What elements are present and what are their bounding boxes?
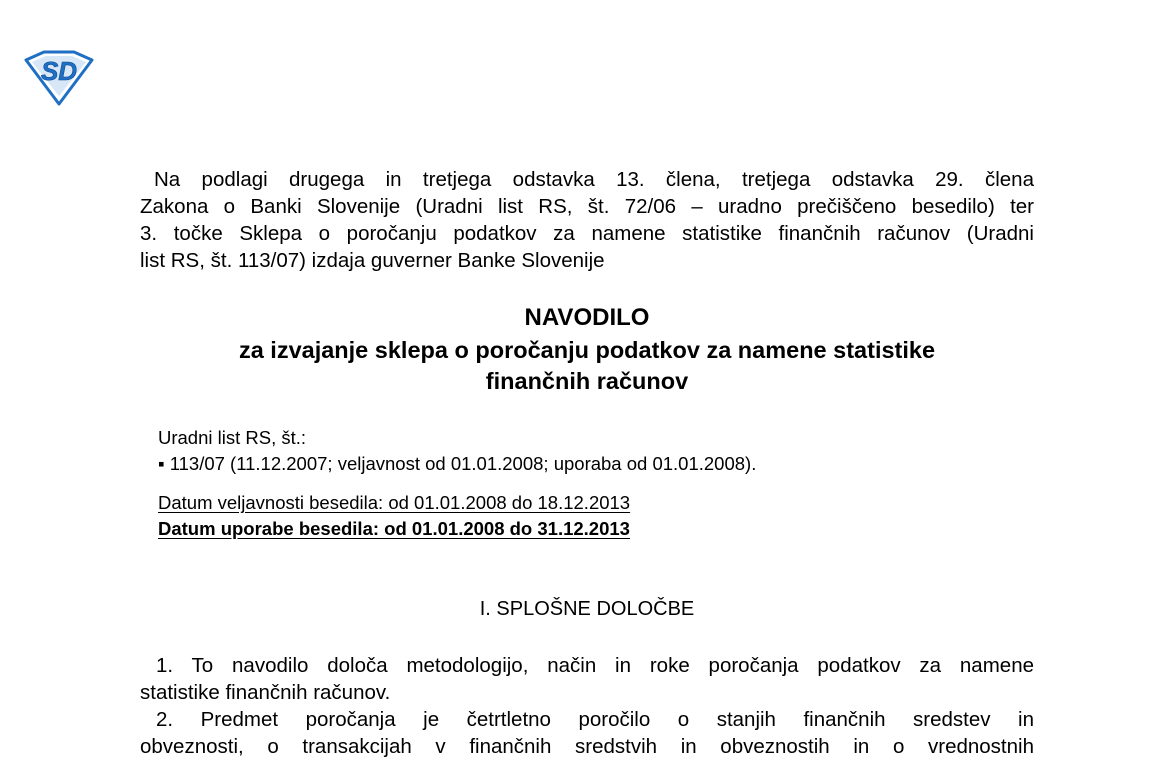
validity-date: Datum veljavnosti besedila: od 01.01.2008 do 18.12.2013	[158, 492, 631, 513]
subtitle-line: finančnih računov	[485, 368, 689, 394]
bank-logo	[22, 50, 96, 106]
document-title: NAVODILO	[524, 304, 650, 331]
section-heading	[140, 595, 1034, 623]
intro-line: list RS, št. 113/07) izdaja guverner Banke Slovenije	[140, 249, 605, 272]
intro-line: 3. točke Sklepa o poročanju podatkov za namene statistike finančnih računov (Uradni	[140, 222, 1034, 245]
article-1	[140, 652, 1034, 706]
gazette-item: ▪ 113/07 (11.12.2007; veljavnost od 01.01.2008; uporaba od 01.01.2008).	[158, 453, 757, 474]
application-date: Datum uporabe besedila: od 01.01.2008 do 31.12.2013	[158, 518, 630, 539]
intro-line: Zakona o Banki Slovenije (Uradni list RS, št. 72/06 – uradno prečiščeno besedilo) ter	[140, 195, 1034, 218]
article-line: 2. Predmet poročanja je četrtletno poročilo o stanjih finančnih sredstev in	[156, 708, 1034, 731]
section-heading-text: I. SPLOŠNE DOLOČBE	[479, 598, 695, 620]
gazette-label: Uradni list RS, št.:	[158, 427, 307, 448]
document-subtitle	[140, 335, 1034, 397]
intro-line: Na podlagi drugega in tretjega odstavka 13. člena, tretjega odstavka 29. člena	[154, 168, 1034, 191]
article-line: obveznosti, o transakcijah v finančnih sredstvih in obveznostih in o vrednostnih	[140, 735, 1034, 758]
article-line: 1. To navodilo določa metodologijo, način in roke poročanja podatkov za namene	[156, 654, 1034, 677]
logo-text: SD	[40, 56, 78, 86]
article-2	[140, 706, 1034, 760]
subtitle-line: za izvajanje sklepa o poročanju podatkov za namene statistike	[238, 337, 936, 363]
article-line: statistike finančnih računov.	[140, 681, 391, 704]
intro-paragraph	[140, 166, 1034, 274]
